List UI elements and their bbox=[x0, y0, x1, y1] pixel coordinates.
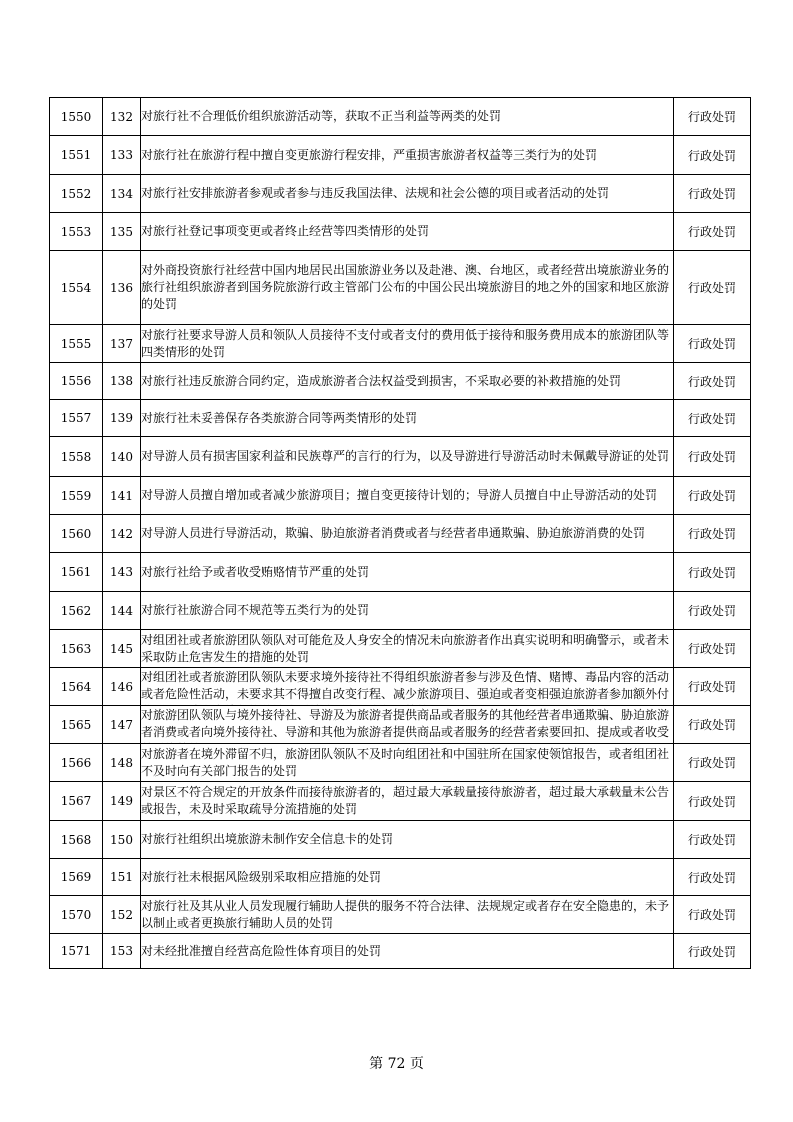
item-name-text: 对旅行社给予或者收受贿赂情节严重的处罚 bbox=[141, 564, 370, 579]
item-name-text: 对旅行社未妥善保存各类旅游合同等两类情形的处罚 bbox=[141, 410, 418, 425]
item-name-text: 对组团社或者旅游团队领队未要求境外接待社不得组织旅游者参与涉及色情、赌博、毒品内容的活动或者危险性活动，未要求其不得擅自改变行程、减少旅游项目、强迫或者变相强迫旅游者参加额外付 bbox=[141, 669, 670, 701]
item-name-text: 对导游人员有损害国家利益和民族尊严的言行的行为，以及导游进行导游活动时未佩戴导游证的处罚 bbox=[141, 449, 670, 463]
seq-cell: 1558 bbox=[50, 437, 103, 477]
item-name-text: 对旅行社要求导游人员和领队人员接待不支付或者支付的费用低于接待和服务费用成本的旅游团队等四类情形的处罚 bbox=[141, 327, 670, 359]
table-row bbox=[50, 175, 751, 213]
item-name-text: 对旅行社安排旅游者参观或者参与违反我国法律、法规和社会公德的项目或者活动的处罚 bbox=[141, 186, 610, 200]
item-name-text: 对旅行社不合理低价组织旅游活动等，获取不正当利益等两类的处罚 bbox=[141, 109, 502, 123]
seq-cell: 1566 bbox=[50, 744, 103, 782]
item-number-cell: 147 bbox=[103, 706, 141, 744]
penalty-type-cell: 行政处罚 bbox=[674, 325, 751, 363]
table-row bbox=[50, 553, 751, 592]
item-name-text: 对旅行社登记事项变更或者终止经营等四类情形的处罚 bbox=[141, 224, 430, 238]
item-number-cell: 137 bbox=[103, 325, 141, 363]
item-number-cell: 142 bbox=[103, 515, 141, 553]
seq-cell: 1567 bbox=[50, 782, 103, 821]
item-name-cell bbox=[141, 515, 674, 553]
penalty-type-cell: 行政处罚 bbox=[674, 744, 751, 782]
table-row bbox=[50, 934, 751, 969]
item-name-cell bbox=[141, 213, 674, 251]
seq-cell: 1563 bbox=[50, 630, 103, 668]
item-number-cell: 141 bbox=[103, 477, 141, 515]
item-name-cell bbox=[141, 821, 674, 859]
item-name-text: 对旅行社及其从业人员发现履行辅助人提供的服务不符合法律、法规规定或者存在安全隐患的，未予以制止或者更换旅行辅助人员的处罚 bbox=[141, 898, 670, 930]
table-row bbox=[50, 363, 751, 400]
seq-cell: 1560 bbox=[50, 515, 103, 553]
item-name-text: 对景区不符合规定的开放条件而接待旅游者的，超过最大承载量接待旅游者，超过最大承载量未公告或报告，未及时采取疏导分流措施的处罚 bbox=[141, 785, 670, 816]
seq-cell: 1561 bbox=[50, 553, 103, 592]
item-number-cell: 153 bbox=[103, 934, 141, 969]
item-name-text: 对旅行社在旅游行程中擅自变更旅游行程安排，严重损害旅游者权益等三类行为的处罚 bbox=[141, 147, 598, 162]
penalty-type-cell: 行政处罚 bbox=[674, 553, 751, 592]
seq-cell: 1569 bbox=[50, 859, 103, 896]
table-row bbox=[50, 896, 751, 934]
table-row bbox=[50, 668, 751, 706]
penalty-type-cell: 行政处罚 bbox=[674, 859, 751, 896]
seq-cell: 1554 bbox=[50, 251, 103, 325]
penalty-type-cell: 行政处罚 bbox=[674, 896, 751, 934]
item-name-cell bbox=[141, 668, 674, 706]
seq-cell: 1562 bbox=[50, 592, 103, 630]
table-row bbox=[50, 325, 751, 363]
item-name-cell bbox=[141, 175, 674, 213]
page-number: 第 72 页 bbox=[369, 1056, 424, 1072]
item-number-cell: 135 bbox=[103, 213, 141, 251]
penalty-type-cell: 行政处罚 bbox=[674, 477, 751, 515]
item-number-cell: 139 bbox=[103, 400, 141, 437]
seq-cell: 1565 bbox=[50, 706, 103, 744]
item-name-text: 对导游人员进行导游活动，欺骗、胁迫旅游者消费或者与经营者串通欺骗、胁迫旅游消费的处罚 bbox=[141, 526, 646, 540]
penalty-type-cell: 行政处罚 bbox=[674, 706, 751, 744]
item-number-cell: 138 bbox=[103, 363, 141, 400]
item-number-cell: 140 bbox=[103, 437, 141, 477]
item-name-cell bbox=[141, 896, 674, 934]
penalty-type-cell: 行政处罚 bbox=[674, 437, 751, 477]
table-row bbox=[50, 744, 751, 782]
item-name-text: 对外商投资旅行社经营中国内地居民出国旅游业务以及赴港、澳、台地区，或者经营出境旅游业务的旅行社组织旅游者到国务院旅游行政主管部门公布的中国公民出境旅游目的地之外的国家和地区旅游的处罚 bbox=[141, 263, 670, 311]
penalty-type-cell: 行政处罚 bbox=[674, 98, 751, 136]
item-name-text: 对旅游者在境外滞留不归，旅游团队领队不及时向组团社和中国驻所在国家使领馆报告，或者组团社不及时向有关部门报告的处罚 bbox=[141, 746, 670, 778]
item-name-cell bbox=[141, 934, 674, 969]
penalty-type-cell: 行政处罚 bbox=[674, 363, 751, 400]
item-name-cell bbox=[141, 325, 674, 363]
table-row bbox=[50, 821, 751, 859]
item-name-text: 对组团社或者旅游团队领队对可能危及人身安全的情况未向旅游者作出真实说明和明确警示，或者未采取防止危害发生的措施的处罚 bbox=[141, 632, 670, 664]
table-row bbox=[50, 477, 751, 515]
table-row bbox=[50, 515, 751, 553]
penalty-type-cell: 行政处罚 bbox=[674, 213, 751, 251]
item-name-cell bbox=[141, 477, 674, 515]
item-number-cell: 145 bbox=[103, 630, 141, 668]
item-name-text: 对导游人员擅自增加或者减少旅游项目；擅自变更接待计划的；导游人员擅自中止导游活动的处罚 bbox=[141, 488, 658, 502]
item-name-cell bbox=[141, 363, 674, 400]
penalty-type-cell: 行政处罚 bbox=[674, 782, 751, 821]
table-row bbox=[50, 437, 751, 477]
item-name-cell bbox=[141, 553, 674, 592]
table-row bbox=[50, 213, 751, 251]
penalty-type-cell: 行政处罚 bbox=[674, 136, 751, 175]
item-number-cell: 149 bbox=[103, 782, 141, 821]
penalty-type-cell: 行政处罚 bbox=[674, 400, 751, 437]
seq-cell: 1571 bbox=[50, 934, 103, 969]
item-name-text: 对旅行社旅游合同不规范等五类行为的处罚 bbox=[141, 603, 370, 617]
item-name-text: 对旅行社未根据风险级别采取相应措施的处罚 bbox=[141, 869, 382, 884]
item-number-cell: 152 bbox=[103, 896, 141, 934]
seq-cell: 1550 bbox=[50, 98, 103, 136]
seq-cell: 1568 bbox=[50, 821, 103, 859]
item-number-cell: 132 bbox=[103, 98, 141, 136]
item-name-cell bbox=[141, 400, 674, 437]
item-number-cell: 144 bbox=[103, 592, 141, 630]
table-row bbox=[50, 136, 751, 175]
penalty-type-cell: 行政处罚 bbox=[674, 821, 751, 859]
item-name-cell bbox=[141, 437, 674, 477]
item-number-cell: 146 bbox=[103, 668, 141, 706]
penalty-type-cell: 行政处罚 bbox=[674, 668, 751, 706]
penalty-type-cell: 行政处罚 bbox=[674, 934, 751, 969]
item-number-cell: 148 bbox=[103, 744, 141, 782]
seq-cell: 1553 bbox=[50, 213, 103, 251]
seq-cell: 1570 bbox=[50, 896, 103, 934]
item-name-cell bbox=[141, 782, 674, 821]
table-row bbox=[50, 630, 751, 668]
item-name-cell bbox=[141, 859, 674, 896]
table-row bbox=[50, 859, 751, 896]
seq-cell: 1559 bbox=[50, 477, 103, 515]
penalty-type-cell: 行政处罚 bbox=[674, 251, 751, 325]
item-name-text: 对未经批准擅自经营高危险性体育项目的处罚 bbox=[141, 943, 382, 958]
item-name-text: 对旅行社违反旅游合同约定，造成旅游者合法权益受到损害，不采取必要的补救措施的处罚 bbox=[141, 373, 622, 388]
item-name-cell bbox=[141, 98, 674, 136]
item-name-cell bbox=[141, 706, 674, 744]
table-row bbox=[50, 592, 751, 630]
item-name-cell bbox=[141, 630, 674, 668]
penalty-table bbox=[49, 97, 751, 969]
penalty-type-cell: 行政处罚 bbox=[674, 630, 751, 668]
table-row bbox=[50, 400, 751, 437]
item-name-text: 对旅行社组织出境旅游未制作安全信息卡的处罚 bbox=[141, 832, 394, 846]
item-name-cell bbox=[141, 592, 674, 630]
item-number-cell: 143 bbox=[103, 553, 141, 592]
seq-cell: 1551 bbox=[50, 136, 103, 175]
item-number-cell: 133 bbox=[103, 136, 141, 175]
seq-cell: 1564 bbox=[50, 668, 103, 706]
item-number-cell: 134 bbox=[103, 175, 141, 213]
seq-cell: 1555 bbox=[50, 325, 103, 363]
penalty-type-cell: 行政处罚 bbox=[674, 592, 751, 630]
seq-cell: 1557 bbox=[50, 400, 103, 437]
seq-cell: 1556 bbox=[50, 363, 103, 400]
table-row bbox=[50, 782, 751, 821]
table-row bbox=[50, 706, 751, 744]
table-row bbox=[50, 98, 751, 136]
penalty-type-cell: 行政处罚 bbox=[674, 175, 751, 213]
table-row bbox=[50, 251, 751, 325]
item-number-cell: 136 bbox=[103, 251, 141, 325]
item-number-cell: 151 bbox=[103, 859, 141, 896]
seq-cell: 1552 bbox=[50, 175, 103, 213]
penalty-type-cell: 行政处罚 bbox=[674, 515, 751, 553]
item-number-cell: 150 bbox=[103, 821, 141, 859]
item-name-cell bbox=[141, 251, 674, 325]
table-body bbox=[50, 98, 751, 969]
item-name-text: 对旅游团队领队与境外接待社、导游及为旅游者提供商品或者服务的其他经营者串通欺骗、胁迫旅游者消费或者向境外接待社、导游和其他为旅游者提供商品或者服务的经营者索要回扣、提成或者收受 bbox=[141, 707, 670, 739]
item-name-cell bbox=[141, 744, 674, 782]
item-name-cell bbox=[141, 136, 674, 175]
